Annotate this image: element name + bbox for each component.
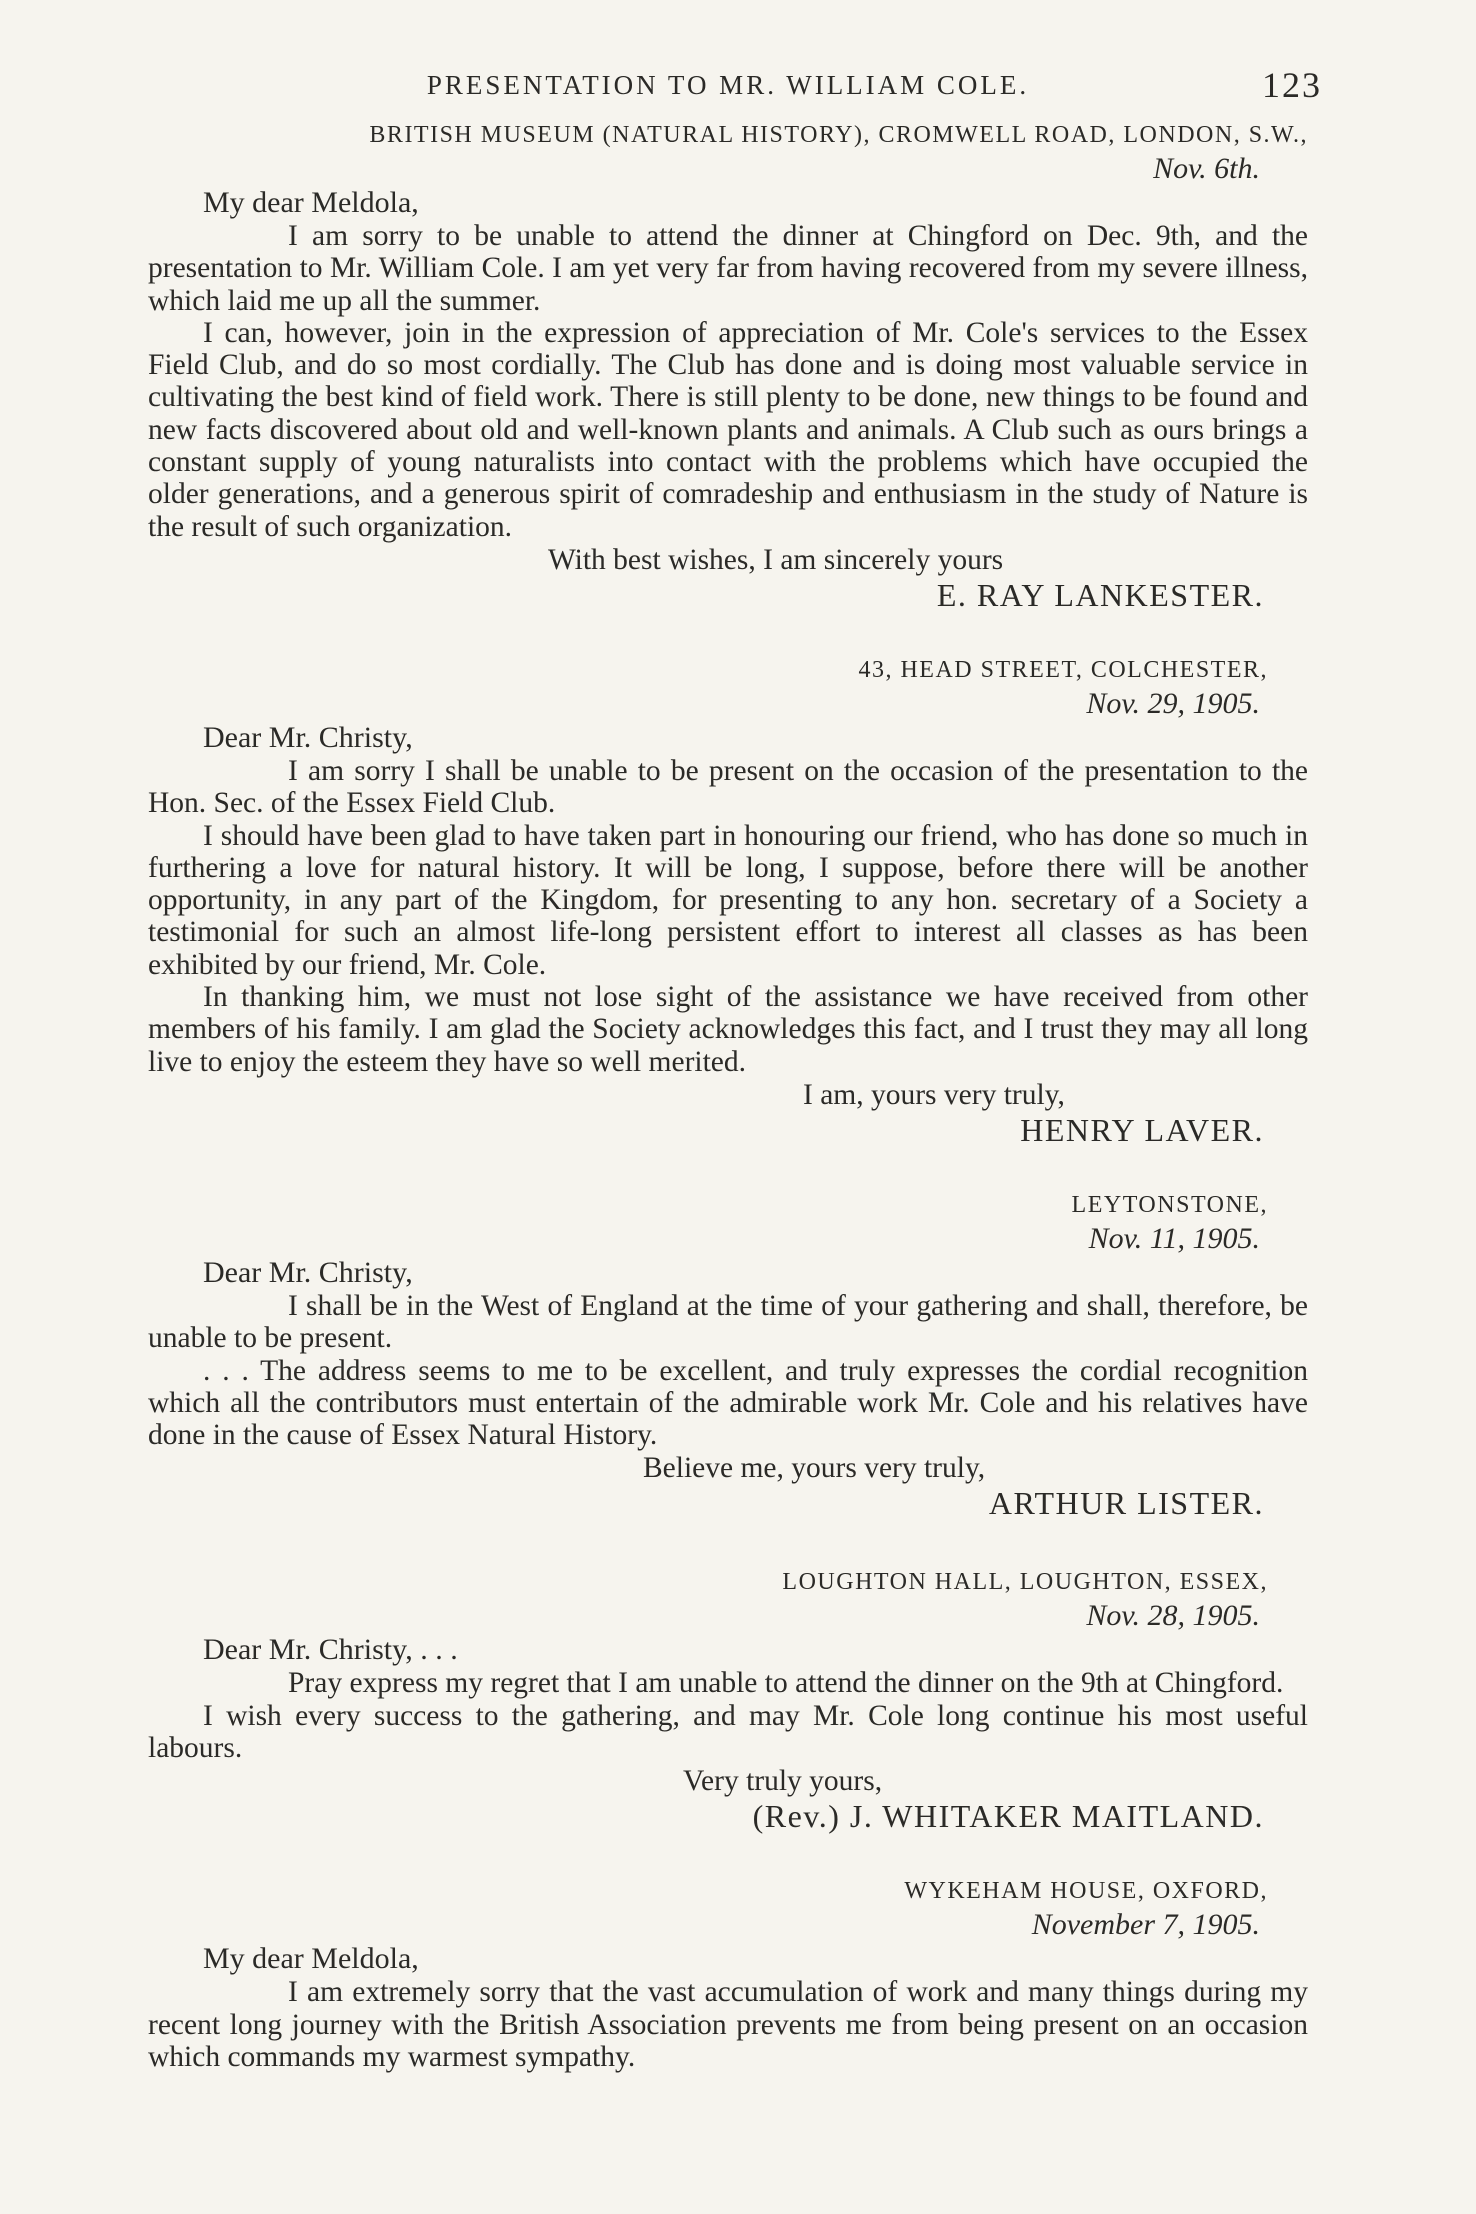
letter-paragraph: I am sorry I shall be unable to be present on the occasion of the presentation to the Hon. Sec. of the Essex Field Club. (148, 754, 1308, 820)
letter-date (148, 152, 1260, 186)
letter-address: 43, HEAD STREET, COLCHESTER, (858, 656, 1268, 683)
letter-paragraph: I shall be in the West of England at the time of your gathering and shall, therefore, be unable to be present. (148, 1289, 1308, 1355)
letter-signature: (Rev.) J. WHITAKER MAITLAND. (752, 1798, 1264, 1835)
letter-address: BRITISH MUSEUM (NATURAL HISTORY), CROMWELL ROAD, LONDON, S.W., (369, 122, 1308, 148)
letter-closing: Very truly yours, (683, 1765, 883, 1798)
letter-paragraph: . . . The address seems to me to be excellent, and truly expresses the cordial recognition which all the contributors must entertain of the admirable work Mr. Cole and his relatives have done in the cause of Essex Natural History. (148, 1354, 1308, 1452)
letter-salutation: Dear Mr. Christy, . . . (203, 1633, 458, 1667)
letter-laver (148, 653, 1308, 1148)
letter-signature: E. RAY LANKESTER. (936, 576, 1264, 613)
letter-closing: Believe me, yours very truly, (643, 1452, 986, 1485)
letter-lankester (148, 118, 1308, 613)
letter-wykeham (148, 1874, 1308, 2073)
letter-date-text: Nov. 6th. (1153, 152, 1260, 185)
letter-date (148, 1908, 1260, 1942)
page-number: 123 (1262, 65, 1322, 105)
letter-address: WYKEHAM HOUSE, OXFORD, (904, 1878, 1268, 1905)
letter-closing: I am, yours very truly, (803, 1078, 1065, 1111)
letter-signature: ARTHUR LISTER. (988, 1485, 1264, 1522)
letter-address: LOUGHTON HALL, LOUGHTON, ESSEX, (782, 1569, 1268, 1596)
letter-salutation: Dear Mr. Christy, (203, 1255, 413, 1289)
letter-date-text: Nov. 11, 1905. (1088, 1221, 1260, 1255)
letter-date-text: November 7, 1905. (1031, 1908, 1260, 1942)
letter-address: LEYTONSTONE, (1071, 1191, 1268, 1218)
letter-salutation: Dear Mr. Christy, (203, 720, 413, 754)
letter-paragraph: I am extremely sorry that the vast accumulation of work and many things during my recent long journey with the British Association prevents me from being present on an occasion which commands my warmest sympathy. (148, 1976, 1308, 2073)
letter-salutation: My dear Meldola, (203, 1942, 419, 1976)
running-title: PRESENTATION TO MR. WILLIAM COLE. (426, 70, 1030, 100)
letter-paragraph: I should have been glad to have taken part in honouring our friend, who has done so much in furthering a love for natural history. It will be long, I suppose, before there will be another opportunity, in any part of the Kingdom, for presenting to any hon. secretary of a Society a testimonial for such an almost life-long persistent effort to interest all classes as has been exhibited by our friend, Mr. Cole. (148, 819, 1308, 981)
letter-paragraph: I wish every success to the gathering, and may Mr. Cole long continue his most useful labours. (148, 1699, 1308, 1765)
letter-date (148, 1599, 1260, 1633)
letter-paragraph: I can, however, join in the expression of appreciation of Mr. Cole's services to the Essex Field Club, and do so most cordially. The Club has done and is doing most valuable service in cultivating the best kind of field work. There is still plenty to be done, new things to be found and new facts discovered about old and well-known plants and animals. A Club such as ours brings a constant supply of young naturalists into contact with the problems which have occupied the older generations, and a generous spirit of comradeship and enthusiasm in the study of Nature is the result of such organization. (148, 316, 1308, 543)
letter-date (148, 687, 1260, 721)
letter-date-text: Nov. 28, 1905. (1086, 1599, 1260, 1633)
letter-maitland (148, 1565, 1308, 1834)
letter-salutation: My dear Meldola, (203, 186, 419, 219)
letter-closing: With best wishes, I am sincerely yours (548, 543, 1004, 576)
running-header (148, 62, 1322, 118)
letter-paragraph: In thanking him, we must not lose sight of the assistance we have received from other members of his family. I am glad the Society acknowledges this fact, and I trust they may all long live to enjoy the esteem they have so well merited. (148, 981, 1308, 1078)
letter-lister (148, 1188, 1308, 1521)
letter-date (148, 1222, 1260, 1256)
book-page (148, 62, 1322, 2073)
letter-date-text: Nov. 29, 1905. (1086, 686, 1260, 720)
letter-signature: HENRY LAVER. (1020, 1111, 1264, 1148)
letter-paragraph: Pray express my regret that I am unable to attend the dinner on the 9th at Chingford. (288, 1667, 1284, 1700)
letter-paragraph: I am sorry to be unable to attend the dinner at Chingford on Dec. 9th, and the presentation to Mr. William Cole. I am yet very far from having recovered from my severe illness, which laid me up all the summer. (148, 220, 1308, 317)
